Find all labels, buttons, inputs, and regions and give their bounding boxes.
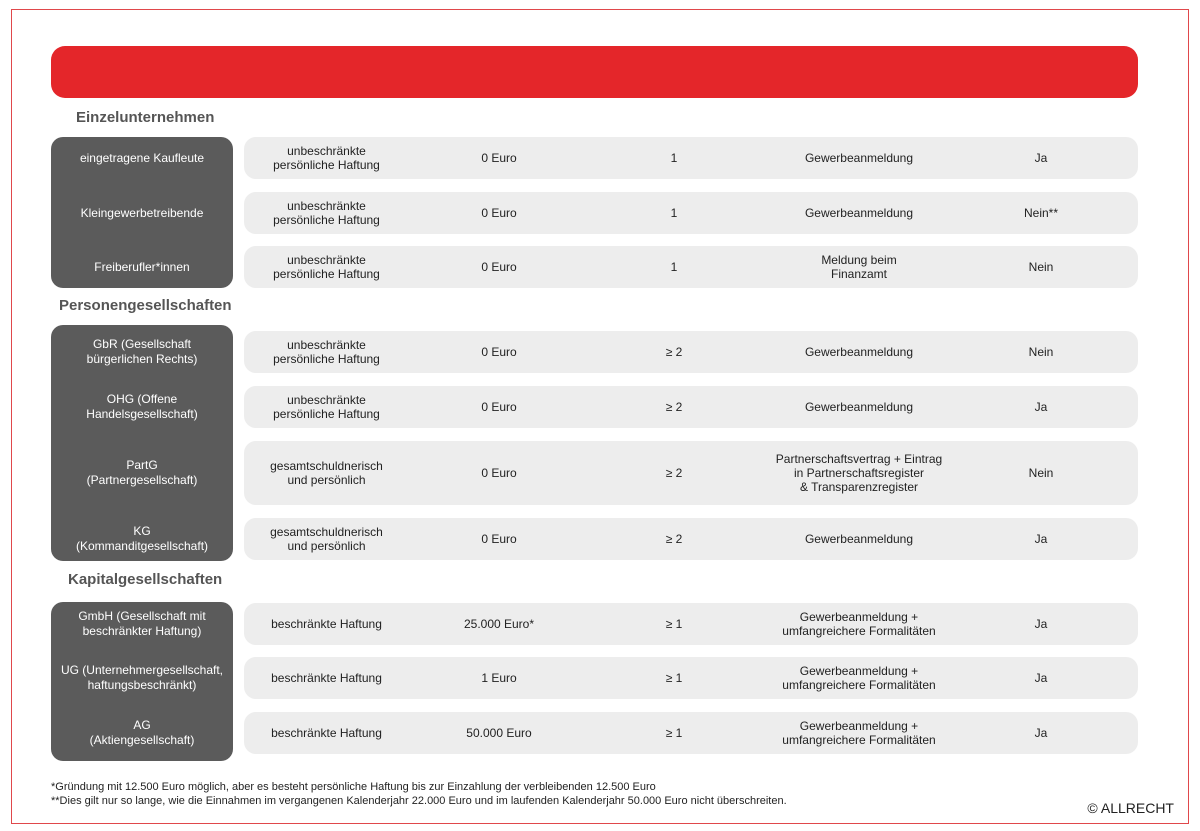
- eintrag-cell: Ja: [1034, 151, 1048, 165]
- kosten-cell: 0 Euro: [481, 260, 517, 274]
- eintrag-cell: Ja: [1034, 532, 1048, 546]
- rechtsform-label: AG (Aktiengesellschaft): [89, 718, 195, 747]
- table-row: [244, 441, 1138, 505]
- formalitaeten-cell: Gewerbeanmeldung: [804, 151, 914, 165]
- eintrag-cell: Nein**: [1023, 206, 1059, 220]
- haftung-cell: unbeschränkte persönliche Haftung: [273, 253, 380, 281]
- gruender-cell: ≥ 1: [665, 671, 683, 685]
- haftung-cell: gesamtschuldnerisch und persönlich: [270, 459, 383, 487]
- gruender-cell: 1: [670, 260, 678, 274]
- table-row: [244, 603, 1138, 645]
- table-row: [244, 657, 1138, 699]
- eintrag-cell: Ja: [1034, 671, 1048, 685]
- table-row: [244, 192, 1138, 234]
- gruender-cell: ≥ 1: [665, 617, 683, 631]
- haftung-cell: beschränkte Haftung: [271, 671, 382, 685]
- footnote-gmbh: *Gründung mit 12.500 Euro möglich, aber es besteht persönliche Haftung bis zur Einzahlung der verbleibenden 12.500 Euro: [51, 781, 656, 793]
- section-title-einzelunternehmen: Einzelunternehmen: [76, 109, 215, 126]
- kosten-cell: 50.000 Euro: [466, 726, 532, 740]
- rechtsform-label: KG (Kommanditgesellschaft): [75, 524, 209, 553]
- haftung-cell: unbeschränkte persönliche Haftung: [273, 393, 380, 421]
- copyright-label: © ALLRECHT: [1087, 800, 1174, 816]
- rechtsform-label: Kleingewerbetreibende: [80, 205, 204, 220]
- formalitaeten-cell: Gewerbeanmeldung: [804, 532, 914, 546]
- header-rechtsform: Rechtsform: [103, 17, 181, 34]
- header-mindesteinzahlung: Mindesteinzahlung/ Gründungskosten: [434, 9, 564, 42]
- header-formalitaeten: Formalitäten: [816, 17, 901, 34]
- haftung-cell: beschränkte Haftung: [271, 726, 382, 740]
- haftung-cell: beschränkte Haftung: [271, 617, 382, 631]
- section-title-kapitalgesellschaften: Kapitalgesellschaften: [68, 571, 223, 588]
- footnote-kleingewerbe: **Dies gilt nur so lange, wie die Einnahmen im vergangenen Kalenderjahr 22.000 Euro und im laufenden Kalenderjahr 50.000 Euro nicht überschreiten.: [51, 795, 787, 807]
- table-header: [51, 46, 1138, 98]
- table-row: [244, 246, 1138, 288]
- rechtsform-label: eingetragene Kaufleute: [79, 150, 205, 165]
- section-title-personengesellschaften: Personengesellschaften: [59, 297, 232, 314]
- formalitaeten-cell: Gewerbeanmeldung + umfangreichere Formalitäten: [782, 719, 936, 747]
- kosten-cell: 0 Euro: [481, 345, 517, 359]
- kosten-cell: 0 Euro: [481, 206, 517, 220]
- rechtsform-label: Freiberufler*innen: [94, 259, 190, 274]
- eintrag-cell: Ja: [1034, 726, 1048, 740]
- haftung-cell: gesamtschuldnerisch und persönlich: [270, 525, 383, 553]
- eintrag-cell: Ja: [1034, 400, 1048, 414]
- table-row: [244, 386, 1138, 428]
- eintrag-cell: Nein: [1028, 345, 1054, 359]
- table-row: [244, 331, 1138, 373]
- eintrag-cell: Nein: [1028, 260, 1054, 274]
- gruender-cell: ≥ 2: [665, 345, 683, 359]
- gruender-cell: ≥ 2: [665, 466, 683, 480]
- table-row: [244, 137, 1138, 179]
- formalitaeten-cell: Gewerbeanmeldung + umfangreichere Formalitäten: [782, 610, 936, 638]
- formalitaeten-cell: Gewerbeanmeldung: [804, 345, 914, 359]
- formalitaeten-cell: Partnerschaftsvertrag + Eintrag in Partnerschaftsregister & Transparenzregister: [775, 452, 943, 494]
- header-eintrag: Eintrag im Handelsregister notwendig?: [941, 9, 1121, 42]
- gruender-cell: 1: [670, 206, 678, 220]
- eintrag-cell: Ja: [1034, 617, 1048, 631]
- formalitaeten-cell: Gewerbeanmeldung: [804, 206, 914, 220]
- formalitaeten-cell: Gewerbeanmeldung + umfangreichere Formalitäten: [782, 664, 936, 692]
- formalitaeten-cell: Gewerbeanmeldung: [804, 400, 914, 414]
- haftung-cell: unbeschränkte persönliche Haftung: [273, 144, 380, 172]
- rechtsform-label: PartG (Partnergesellschaft): [86, 458, 198, 487]
- table-row: [244, 712, 1138, 754]
- rechtsform-label: GmbH (Gesellschaft mit beschränkter Haftung): [78, 609, 206, 638]
- header-gruenderzahl: Gründerzahl: [632, 17, 716, 34]
- kosten-cell: 0 Euro: [481, 151, 517, 165]
- rechtsform-label: UG (Unternehmergesellschaft, haftungsbeschränkt): [60, 663, 224, 692]
- gruender-cell: ≥ 2: [665, 532, 683, 546]
- kosten-cell: 0 Euro: [481, 466, 517, 480]
- gruender-cell: ≥ 2: [665, 400, 683, 414]
- table-row: [244, 518, 1138, 560]
- gruender-cell: 1: [670, 151, 678, 165]
- rechtsform-label: GbR (Gesellschaft bürgerlichen Rechts): [86, 337, 198, 366]
- haftung-cell: unbeschränkte persönliche Haftung: [273, 199, 380, 227]
- gruender-cell: ≥ 1: [665, 726, 683, 740]
- haftung-cell: unbeschränkte persönliche Haftung: [273, 338, 380, 366]
- kosten-cell: 1 Euro: [481, 671, 517, 685]
- eintrag-cell: Nein: [1028, 466, 1054, 480]
- kosten-cell: 0 Euro: [481, 532, 517, 546]
- header-haftung: Haftung: [300, 17, 353, 34]
- rechtsform-label: OHG (Offene Handelsgesellschaft): [86, 392, 198, 421]
- kosten-cell: 0 Euro: [481, 400, 517, 414]
- formalitaeten-cell: Meldung beim Finanzamt: [821, 253, 897, 281]
- kosten-cell: 25.000 Euro*: [463, 617, 535, 631]
